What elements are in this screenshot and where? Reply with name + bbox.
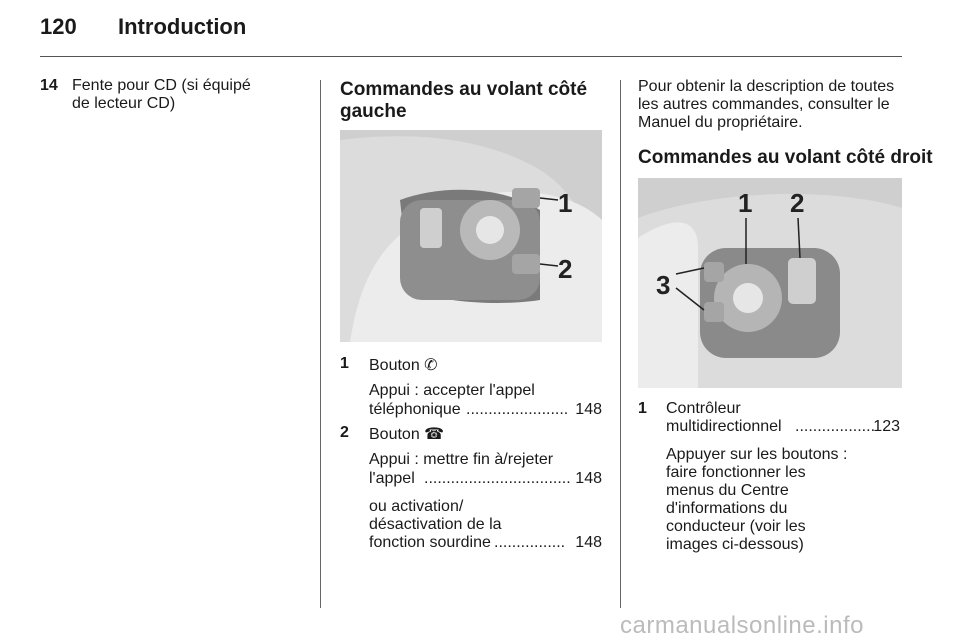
page-number: 120 — [40, 14, 77, 39]
item-desc: Appuyer sur les boutons : — [666, 446, 848, 463]
item-desc: faire fonctionner les — [666, 464, 806, 481]
section-heading-left-cont: gauche — [340, 101, 407, 122]
phone-pickup-icon: ✆ — [424, 357, 438, 374]
leader-dots: ................ — [494, 534, 566, 551]
item-label: Bouton ☎ — [369, 426, 445, 443]
intro-text: Pour obtenir la description de toutes — [638, 78, 895, 95]
figure-callout-1: 1 — [738, 188, 753, 218]
item-text-line: Fente pour CD (si équipé — [72, 77, 251, 94]
item-desc: menus du Centre — [666, 482, 789, 499]
item-desc: l'appel — [369, 470, 415, 487]
item-desc: fonction sourdine — [369, 534, 491, 551]
intro-text: Manuel du propriétaire. — [638, 114, 803, 131]
leader-dots: ....................... — [466, 401, 569, 418]
item-number: 14 — [40, 77, 58, 94]
item-desc: Appui : accepter l'appel — [369, 382, 535, 399]
column-divider-1 — [320, 80, 321, 608]
item-desc: téléphonique — [369, 401, 461, 418]
section-heading-right: Commandes au volant côté droit — [638, 147, 933, 168]
page-ref: 123 — [873, 418, 900, 435]
page-ref: 148 — [575, 401, 602, 418]
figure-callout-3: 3 — [656, 270, 671, 300]
page-ref: 148 — [575, 534, 602, 551]
figure-callout-1: 1 — [558, 188, 573, 218]
header-divider — [40, 56, 902, 57]
section-heading-left: Commandes au volant côté — [340, 79, 588, 100]
item-desc: d'informations du — [666, 500, 788, 517]
figure-callout-2: 2 — [558, 254, 573, 284]
right-steering-wheel-figure — [638, 178, 902, 388]
item-desc: images ci-dessous) — [666, 536, 804, 553]
leader-dots: .................. — [795, 418, 876, 435]
item-label: Contrôleur — [666, 400, 741, 417]
phone-hangup-icon: ☎ — [424, 426, 445, 443]
item-number: 2 — [340, 424, 349, 441]
item-desc: conducteur (voir les — [666, 518, 806, 535]
item-desc: Appui : mettre fin à/rejeter — [369, 451, 554, 468]
item-label: multidirectionnel — [666, 418, 782, 435]
item-number: 1 — [638, 400, 647, 417]
item-text-line: de lecteur CD) — [72, 95, 176, 112]
page-title: Introduction — [118, 14, 247, 39]
column-divider-2 — [620, 80, 621, 608]
page-ref: 148 — [575, 470, 602, 487]
item-number: 1 — [340, 355, 349, 372]
left-steering-wheel-figure — [340, 130, 602, 342]
leader-dots: ................................. — [424, 470, 571, 487]
item-label: Bouton ✆ — [369, 357, 438, 374]
watermark: carmanualsonline.info — [620, 612, 864, 639]
figure-callout-2: 2 — [790, 188, 805, 218]
item-desc: désactivation de la — [369, 516, 502, 533]
intro-text: les autres commandes, consulter le — [638, 96, 890, 113]
item-desc: ou activation/ — [369, 498, 464, 515]
